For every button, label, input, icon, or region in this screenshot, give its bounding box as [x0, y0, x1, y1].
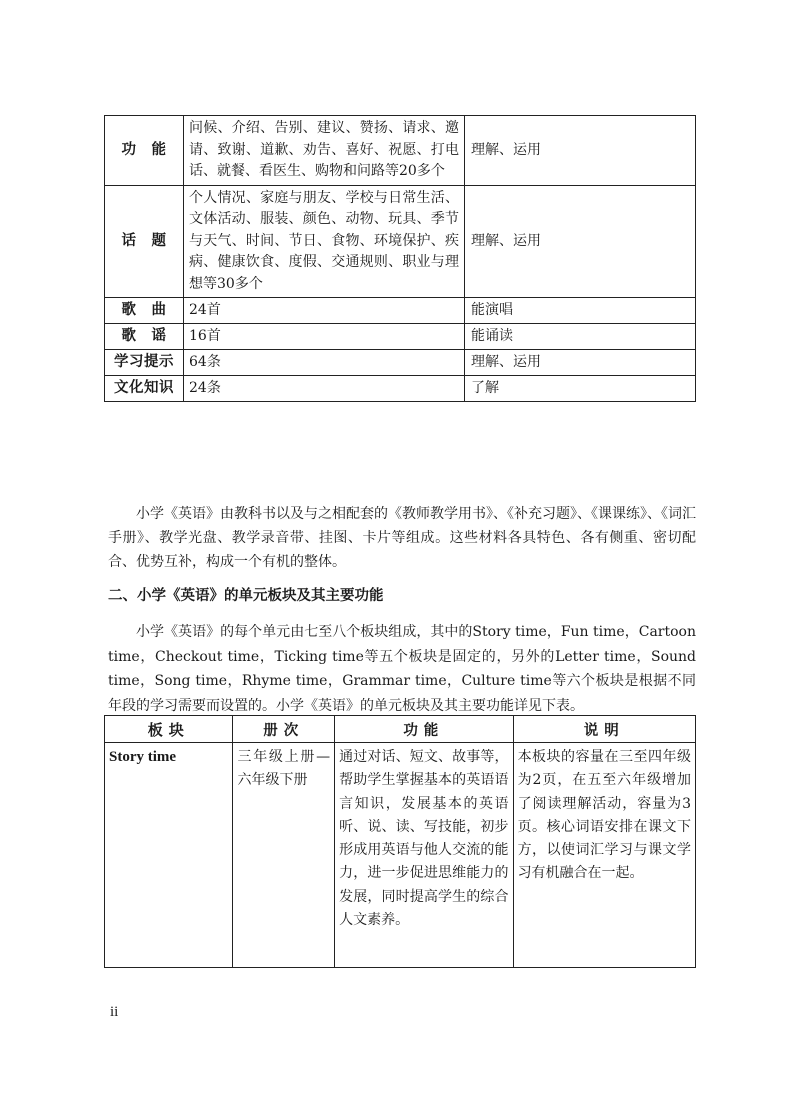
- row-label: 文化知识: [105, 376, 184, 402]
- row-level: 理解、运用: [465, 116, 696, 186]
- row-content: 个人情况、家庭与朋友、学校与日常生活、文体活动、服装、颜色、动物、玩具、季节与天气、时间、节日、食物、环境保护、疾病、健康饮食、度假、交通规则、职业与理想等30多个: [184, 185, 465, 298]
- page-number: ii: [110, 1004, 119, 1020]
- intro-paragraph: 小学《英语》由教科书以及与之相配套的《教师教学用书》、《补充习题》、《课课练》、《词汇手册》、教学光盘、教学录音带、挂图、卡片等组成。这些材料各具特色、各有侧重、密切配合、优势互补，构成一个有机的整体。: [108, 506, 696, 570]
- table-row: [105, 324, 696, 350]
- row-level: 理解、运用: [465, 350, 696, 376]
- row-label: 学习提示: [105, 350, 184, 376]
- section-heading: 二、小学《英语》的单元板块及其主要功能: [108, 588, 384, 604]
- content-table: [104, 115, 696, 402]
- unit-block-table: [104, 715, 696, 968]
- section-paragraph: 小学《英语》的每个单元由七至八个板块组成，其中的Story time，Fun time，Cartoon time，Checkout time，Ticking time等五个板块是固定的，另外的Letter time，Sound time，Song time，Rhyme time，Grammar time，Culture time等六个板块是根据不同年段的学习需要而设置的。小学《英语》的单元板块及其主要功能详见下表。: [108, 624, 696, 714]
- row-level: 了解: [465, 376, 696, 402]
- function-cell: 通过对话、短文、故事等，帮助学生掌握基本的英语语言知识，发展基本的英语听、说、读、写技能，初步形成用英语与他人交流的能力，进一步促进思维能力的发展，同时提高学生的综合人文素养。: [335, 743, 513, 968]
- table-header-row: [105, 716, 696, 743]
- row-content: 24条: [184, 376, 465, 402]
- column-header-volume: 册次: [233, 716, 335, 743]
- row-level: 能演唱: [465, 298, 696, 324]
- column-header-note: 说明: [513, 716, 695, 743]
- table-row: [105, 298, 696, 324]
- row-label: 功 能: [105, 116, 184, 186]
- row-level: 理解、运用: [465, 185, 696, 298]
- row-content: 24首: [184, 298, 465, 324]
- volume-cell: 三年级上册—六年级下册: [233, 743, 335, 968]
- row-content: 问候、介绍、告别、建议、赞扬、请求、邀请、致谢、道歉、劝告、喜好、祝愿、打电话、就餐、看医生、购物和问路等20多个: [184, 116, 465, 186]
- table-row: [105, 350, 696, 376]
- column-header-block: 板块: [105, 716, 233, 743]
- row-label: 歌 曲: [105, 298, 184, 324]
- row-label: 歌 谣: [105, 324, 184, 350]
- row-level: 能诵读: [465, 324, 696, 350]
- table-row: [105, 743, 696, 968]
- row-content: 16首: [184, 324, 465, 350]
- row-label: 话 题: [105, 185, 184, 298]
- table-row: [105, 185, 696, 298]
- table-row: [105, 376, 696, 402]
- row-content: 64条: [184, 350, 465, 376]
- column-header-function: 功能: [335, 716, 513, 743]
- note-cell: 本板块的容量在三至四年级为2页，在五至六年级增加了阅读理解活动，容量为3页。核心词语安排在课文下方，以使词汇学习与课文学习有机融合在一起。: [513, 743, 695, 968]
- block-name-cell: Story time: [105, 743, 233, 968]
- table-row: [105, 116, 696, 186]
